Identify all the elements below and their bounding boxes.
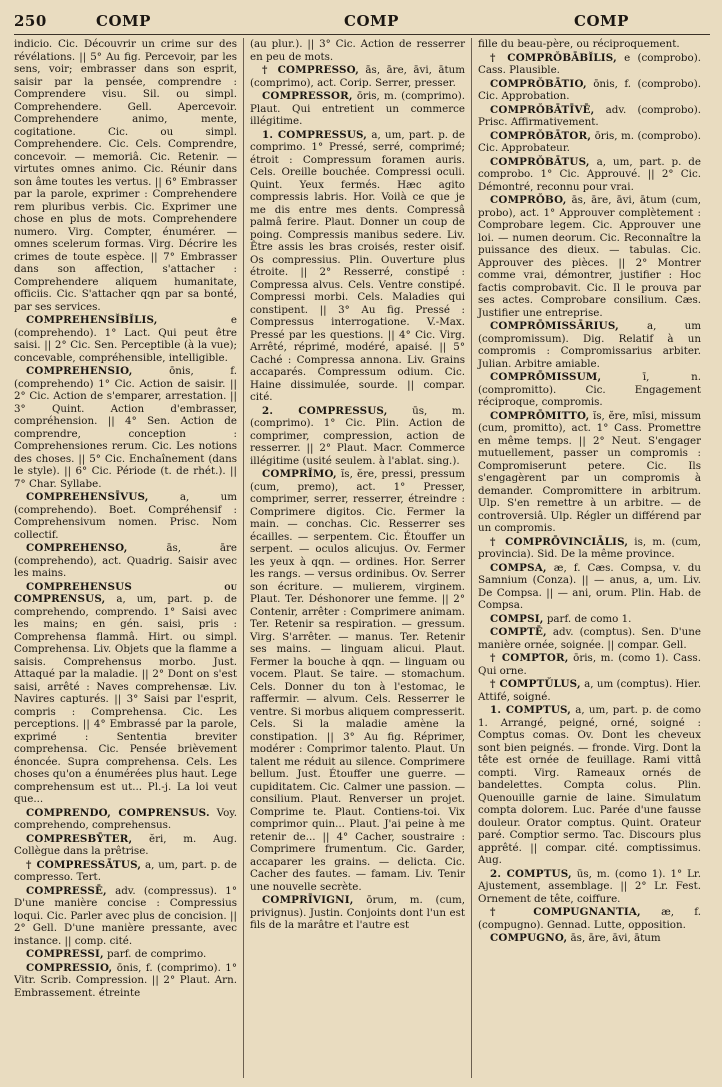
column-3 [472, 38, 701, 1078]
dictionary-entry [14, 365, 237, 490]
entry-definition: e (comprehendo). 1° Lact. Qui peut être saisi. || 2° Cic. Sen. Perceptible (à la vue); concevable, compréhensible, intelligible. [14, 314, 237, 364]
entry-headword: 2. COMPRESSUS, [262, 404, 388, 417]
dictionary-entry [478, 652, 701, 677]
dictionary-entry [250, 64, 465, 89]
entry-headword: COMPSI, [490, 612, 544, 625]
entry-definition: a, um, part. p. de comprehendo, comprendo. 1° Saisi avec les mains; en gén. saisi, pris : Comprehensa flammâ. Hirt. ou simpl. Comprehensa. Liv. Objets que la flamme a saisis. Comprehensus morbo. Just. Attaqué par la maladie. || 2° Dont on s'est saisi, arrêté : Naves comprehensæ. Liv. Navires capturés. || 3° Saisi par l'esprit, compris : Comprehensa. Cic. Les perceptions. || 4° Embrassé par la parole, exprimé : Sententia breviter comprehensa. Cic. Pensée brièvement énoncée. Supra comprehensa. Cels. Les choses qu'on a énumérées plus haut. Lege comprehensum est ut... Pl.-j. La loi veut que... [14, 593, 237, 805]
entry-headword: COMPSA, [490, 561, 547, 574]
entry-headword: COMPRŌMITTO, [490, 409, 590, 422]
entry-definition: a, um, part. p. de como 1. Arrangé, peigné, orné, soigné : Comptus comas. Ov. Dont les cheveux sont bien peignés. — fronde. Virg. Dont la tête est ornée de feuillage. Rami vittâ compti. Virg. Rameaux ornés de bandelettes. Compta colus. Plin. Quenouille garnie de laine. Simulatum compta dolorem. Luc. Parée d'une fausse douleur. Orator comptus. Quint. Orateur paré. Comptior sermo. Tac. Discours plus apprêté. || compar. cité. comptissimus. Aug. [478, 704, 701, 866]
entry-headword: COMPRŌMISSUM, [490, 371, 602, 383]
entry-definition: a, um, part. p. de compresso. Tert. [14, 858, 237, 883]
dictionary-entry [478, 371, 701, 409]
dictionary-entry [478, 156, 701, 194]
dictionary-entry [478, 932, 701, 945]
dictionary-entry [250, 468, 465, 893]
entry-headword: COMPREHENSĬBĬLIS, [26, 314, 158, 326]
entry-definition: a, um, part. p. de comprobo. 1° Cic. Approuvé. || 2° Cic. Démontré, reconnu pour vrai. [478, 155, 701, 193]
entry-headword: COMPREHENSĪVUS, [26, 491, 149, 503]
dictionary-entry [478, 906, 701, 931]
dictionary-entry [14, 38, 237, 313]
entry-definition: adv. (compressus). 1° D'une manière concise : Compressius loqui. Cic. Parler avec plus de concision. || 2° Gell. D'une manière pressante, avec instance. || comp. cité. [14, 884, 237, 947]
entry-headword: COMPRŌMISSĀRIUS, [490, 320, 619, 332]
entry-definition: adv. (comprobo). Prisc. Affirmativement. [478, 103, 701, 128]
dictionary-entry [478, 130, 701, 155]
entry-definition: ās, āre (comprehendo), act. Quadrig. Saisir avec les mains. [14, 542, 237, 579]
entry-headword: † COMPRESSĀTUS, [26, 858, 142, 871]
dictionary-entry [478, 320, 701, 370]
entry-definition: ūs, m. (comprimo). 1° Cic. Plin. Action de comprimer, compression, action de resserrer. || 2° Plaut. Macr. Commerce illégitime (usité seulem. à l'ablat. sing.). [250, 404, 466, 467]
entry-headword: 1. COMPRESSUS, [262, 128, 368, 141]
entry-definition: adv. (comptus). Sen. D'une manière ornée, soignée. || compar. Gell. [478, 626, 701, 651]
entry-definition: a, um (compromissum). Dig. Relatif à un compromis : Compromissarius arbiter. Julian. Arbitre amiable. [478, 320, 701, 370]
entry-definition: fille du beau-père, ou réciproquement. [478, 38, 680, 50]
entry-headword: COMPRŎBĀTUS, [490, 155, 590, 168]
dictionary-entry [478, 868, 701, 906]
entry-definition: æ, f. (compugno). Gennad. Lutte, opposition. [478, 906, 701, 931]
entry-definition: ōnis, f. (comprehendo) 1° Cic. Action de saisir. || 2° Cic. Action de s'emparer, arrestation. || 3° Quint. Action d'embrasser, compréhension. || 4° Sen. Action de comprendre, conception : Comprehensiones rerum. Cic. Les notions des choses. || 5° Cic. Enchaînement (dans le style). || 6° Cic. Période (t. de rhét.). || 7° Char. Syllabe. [14, 365, 237, 490]
dictionary-entry [14, 962, 237, 1000]
dictionary-entry [478, 678, 701, 703]
running-head-3: COMP [574, 12, 629, 30]
entry-definition: a, um (comptus). Hier. Attifé, soigné. [478, 678, 701, 703]
entry-definition: ās, āre, āvi, ātum [570, 932, 661, 944]
entry-definition: indicio. Cic. Découvrir un crime sur des révélations. || 5° Au fig. Percevoir, par les sens, voir; embrasser dans son esprit, saisir par la pensée, comprendre : Comprendere visu. Sil. ou simpl. Comprehendere. Gell. Apercevoir. Comprehendere animo, mente, cogitatione. Cic. ou simpl. Comprehendere. Cic. Cels. Comprendre, concevoir. — memoriâ. Cic. Retenir. — virtutes omnes animo. Cic. Réunir dans son âme toutes les vertus. || 6° Embrasser par la parole, exprimer : Comprehendere rem pluribus verbis. Cic. Exprimer une chose en plus de mots. Comprehendere numero. Virg. Compter, énumérer. — omnes scelerum formas. Virg. Décrire les crimes de toute espèce. || 7° Embrasser dans son affection, s'attacher : Comprehendere aliquem humanitate, officiis. Cic. S'attacher qqn par sa bonté, par ses services. [14, 38, 237, 313]
entry-headword: COMPRĬMO, [262, 468, 337, 480]
entry-headword: † COMPTOR, [490, 652, 569, 664]
dictionary-entry [478, 410, 701, 535]
dictionary-entry [14, 948, 237, 961]
dictionary-entry [250, 90, 465, 128]
entry-definition: ōris, m. (comprimo). Plaut. Qui entretient un commerce illégitime. [250, 90, 465, 127]
dictionary-entry [14, 581, 237, 806]
entry-definition: ōnis, f. (comprimo). 1° Vitr. Scrib. Compression. || 2° Plaut. Arn. Embrassement. étreinte [14, 961, 237, 999]
entry-definition: ōrum, m. (cum, privignus). Justin. Conjoints dont l'un est fils de la marâtre et l'autre est [250, 894, 466, 931]
entry-definition: ĭs, ĕre, pressi, pressum (cum, premo), act. 1° Presser, comprimer, serrer, resserrer, étreindre : Comprimere digitos. Cic. Fermer la main. — conchas. Cic. Resserrer ses écailles. — serpentem. Cic. Étouffer un serpent. — oculos alicujus. Ov. Fermer les yeux à qqn. — ordines. Hor. Serrer les rangs. — versus ordinibus. Ov. Serrer son écriture. — mulierem, virginem. Plaut. Ter. Déshonorer une femme. || 2° Contenir, arrêter : Comprimere animam. Ter. Retenir sa respiration. — gressum. Virg. S'arrêter. — manus. Ter. Retenir ses mains. — linguam alicui. Plaut. Fermer la bouche à qqn. — linguam ou vocem. Plaut. Se taire. — stomachum. Cels. Donner du ton à l'estomac, le raffermir. — alvum. Cels. Resserrer le ventre. Si morbus aliquem compresserit. Cels. Si la maladie amène la constipation. || 3° Au fig. Réprimer, modérer : Comprimor talento. Plaut. Un talent me réduit au silence. Comprimere bellum. Just. Étouffer une guerre. — cupiditatem. Cic. Calmer une passion. — consilium. Plaut. Renverser un projet. Comprime te. Plaut. Contiens-toi. Vix comprimor quin... Plaut. J'ai peine à me retenir de... || 4° Cacher, soustraire : Comprimere frumentum. Cic. Garder, accaparer les grains. — delicta. Cic. Cacher des fautes. — famam. Liv. Tenir une nouvelle secrète. [250, 468, 465, 893]
dictionary-entry [14, 491, 237, 541]
dictionary-entry [478, 613, 701, 626]
entry-definition: ōris, m. (como 1). Cass. Qui orne. [478, 652, 701, 677]
entry-definition: a, um, part. p. de comprimo. 1° Pressé, serré, comprimé; étroit : Compressum foramen auris. Cels. Oreille bouchée. Compressi oculi. Quint. Yeux fermés. Hæc agito compressis labris. Hor. Voilà ce que je me dis entre mes dents. Compressâ palmâ ferire. Plaut. Donner un coup de poing. Compressis manibus sedere. Liv. Être assis les bras croisés, rester oisif. Os compressius. Plin. Ouverture plus étroite. || 2° Resserré, constipé : Compressa alvus. Cels. Ventre constipé. Compressi morbi. Cels. Maladies qui constipent. || 3° Au fig. Pressé : Compressus interrogatione. V.-Max. Pressé par les questions. || 4° Cic. Virg. Arrêté, réprimé, modéré, apaisé. || 5° Caché : Compressa annona. Liv. Grains accaparés. Compressum odium. Cic. Haine dissimulée, sourde. || compar. cité. [250, 128, 465, 403]
entry-headword: COMPRŎBĀTĪVĒ, [490, 103, 595, 116]
dictionary-entry [478, 626, 701, 651]
entry-headword: COMPRŎBĀTIO, [490, 77, 587, 90]
dictionary-entry [478, 194, 701, 319]
entry-definition: ī, n. (compromitto). Cic. Engagement réciproque, compromis. [478, 371, 701, 408]
dictionary-entry [478, 38, 701, 51]
entry-definition: parf. de comprimo. [107, 948, 207, 960]
page-header [14, 10, 710, 35]
entry-headword: 1. COMPTUS, [490, 704, 572, 716]
dictionary-entry [478, 536, 701, 561]
entry-headword: COMPRESSOR, [262, 90, 353, 102]
dictionary-entry [250, 405, 465, 468]
entry-headword: COMPREHENSO, [26, 542, 128, 554]
entry-definition: æ, f. Cæs. Compsa, v. du Samnium (Conza). || — anus, a, um. Liv. De Compsa. || — ani, orum. Plin. Hab. de Compsa. [478, 561, 701, 611]
dictionary-entry [250, 894, 465, 932]
dictionary-entry [14, 885, 237, 948]
dictionary-entry [14, 314, 237, 364]
entry-headword: † COMPRŎBĀBĬLIS, [490, 51, 617, 64]
dictionary-entry [14, 542, 237, 580]
entry-definition: e (comprobo). Cass. Plausible. [478, 51, 701, 76]
entry-definition: ūs, m. (como 1). 1° Lr. Ajustement, assemblage. || 2° Lr. Fest. Ornement de tête, coiffure. [478, 867, 701, 905]
entry-definition: ōris, m. (comprobo). Cic. Approbateur. [478, 129, 701, 154]
entry-headword: COMPUGNO, [490, 932, 568, 944]
entry-headword: † COMPRŌVINCIĀLIS, [490, 535, 629, 548]
entry-definition: (au plur.). || 3° Cic. Action de resserrer en peu de mots. [250, 38, 465, 63]
entry-definition: ās, āre, āvi, ātum (comprimo), act. Corip. Serrer, presser. [250, 64, 465, 89]
columns [14, 38, 710, 1078]
entry-headword: † COMPTŬLUS, [490, 678, 581, 690]
dictionary-entry [478, 78, 701, 103]
column-1 [14, 38, 243, 1078]
entry-definition: is, m. (cum, provincia). Sid. De la même province. [478, 535, 701, 560]
entry-definition: ās, āre, āvi, ātum (cum, probo), act. 1° Approuver complètement : Comprobare legem. Cic. Approuver une loi. — numen deorum. Cic. Reconnaître la puissance des dieux. — tabulas. Cic. Approuver des pièces. || 2° Montrer comme vrai, démontrer, justifier : Hoc factis comprobavit. Cic. Il le prouva par ses actes. Comprobare consilium. Cæs. Justifier une entreprise. [478, 194, 701, 319]
entry-headword: COMPTĒ, [490, 626, 547, 638]
dictionary-entry [250, 38, 465, 63]
dictionary-entry [478, 104, 701, 129]
entry-definition: Voy. comprehendo, comprehensus. [14, 806, 237, 831]
running-head-1: COMP [96, 12, 151, 30]
entry-headword: † COMPRESSO, [262, 64, 359, 76]
entry-headword: 2. COMPTUS, [490, 867, 572, 880]
running-head-2: COMP [344, 12, 399, 30]
entry-headword: COMPRESSIO, [26, 961, 113, 974]
column-2 [243, 38, 472, 1078]
entry-headword: COMPRĪVIGNI, [262, 894, 354, 906]
entry-headword: COMPRENDO, COMPRENSUS. [26, 806, 210, 819]
entry-headword: COMPRŎBĀTOR, [490, 129, 592, 142]
entry-definition: a, um (comprehendo). Boet. Compréhensif : Comprehensivum nomen. Prisc. Nom collectif. [14, 491, 237, 541]
dictionary-entry [478, 562, 701, 612]
dictionary-entry [478, 52, 701, 77]
entry-headword: COMPREHENSUS ou COMPRENSUS, [14, 580, 237, 605]
dictionary-entry [478, 704, 701, 867]
entry-headword: COMPRESSI, [26, 948, 104, 960]
entry-headword: COMPREHENSIO, [26, 365, 133, 377]
dictionary-entry [14, 807, 237, 832]
entry-headword: COMPRŎBO, [490, 194, 567, 206]
dictionary-entry [14, 859, 237, 884]
entry-definition: ĕri, m. Aug. Collègue dans la prêtrise. [14, 832, 237, 857]
entry-headword: COMPRESBȲTER, [26, 832, 133, 845]
page-number: 250 [14, 12, 47, 30]
dictionary-entry [14, 833, 237, 858]
entry-definition: ōnis, f. (comprobo). Cic. Approbation. [478, 77, 701, 102]
entry-definition: ĭs, ĕre, mīsi, missum (cum, promitto), act. 1° Cass. Promettre en même temps. || 2° Neut. S'engager mutuellement, passer un compromis : Compromiserunt petere. Cic. Ils s'engagèrent par un compromis à demander. Compromittere in arbitrum. Ulp. S'en remettre à un arbitre. — de controversiâ. Ulp. Régler un différend par un compromis. [478, 409, 701, 534]
entry-definition: parf. de como 1. [546, 612, 632, 625]
entry-headword: COMPRESSĒ, [26, 884, 107, 897]
dictionary-entry [250, 129, 465, 404]
entry-headword: † COMPUGNANTIA, [490, 906, 641, 918]
